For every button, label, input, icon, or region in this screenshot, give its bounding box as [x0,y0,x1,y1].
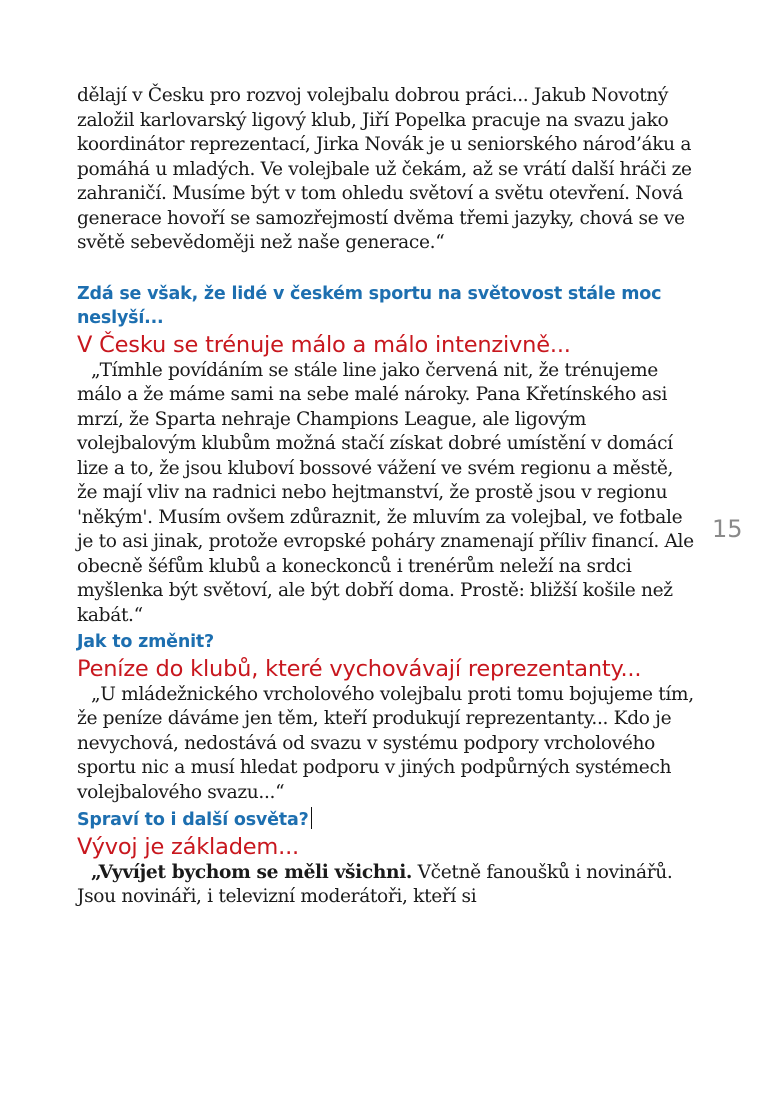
intro-paragraph: dělají v Česku pro rozvoj volejbalu dobrou práci... Jakub Novotný založil karlovarský ligový klub, Jiří Popelka pracuje na svazu jako koordinátor reprezentací, Jirka Novák je u seniorského národ’áku a pomáhá u mladých. Ve volejbale už čekám, až se vrátí další hráči ze zahraničí. Musíme být v tom ohledu světoví a světu otevření. Nová generace hovoří se samozřejmostí dvěma třemi jazyky, chová se ve světě sebevědoměji než naše generace.“ [77,85,692,253]
answer-3-text: Včetně fanoušků i novinářů. Jsou novináři, i televizní moderátoři, kteří si [77,861,673,907]
question-1: Zdá se však, že lidé v českém sportu na světovost stále moc neslyší... [77,283,662,328]
subhead-1: V Česku se trénuje málo a málo intenzivně... [77,331,571,358]
text-cursor [311,807,313,829]
answer-1: „Tímhle povídáním se stále line jako červená nit, že trénujeme málo a že máme sami na sebe malé nároky. Pana Křetínského asi mrzí, že Sparta nehraje Champions League, ale ligovým volejbalovým klubům možná stačí získat dobré umístění v domácí lize a to, že jsou kluboví bossové vážení ve svém regionu a městě, že mají vliv na radnici nebo hejtmanství, že prostě jsou v regionu 'někým'. Musím ovšem zdůraznit, že mluvím za volejbal, ve fotbale je to asi jinak, protože evropské poháry znamenají příliv financí. Ale obecně šéfům klubů a koneckonců i trenérům neleží na srdci myšlenka být světoví, ale být dobří doma. Prostě: bližší košile než kabát.“ [77,359,694,626]
page-number: 15 [712,515,743,543]
question-3: Spraví to i další osvěta? [77,810,309,830]
answer-2: „U mládežnického vrcholového volejbalu proti tomu bojujeme tím, že peníze dáváme jen těm, kteří produkují reprezentanty... Kdo je nevychová, nedostává od svazu v systému podpory vrcholového sportu nic a musí hledat podporu v jiných podpůrných systémech volejbalového svazu...“ [77,683,694,803]
question-2: Jak to změnit? [77,632,214,652]
answer-3-bold: „Vyvíjet bychom se měli všichni. [91,861,413,883]
answer-3 [77,861,697,910]
subhead-2: Peníze do klubů, které vychovávají reprezentanty... [77,655,642,682]
subhead-3: Vývoj je základem... [77,833,299,860]
article-page [77,84,697,910]
question-3-line[interactable] [77,807,697,833]
